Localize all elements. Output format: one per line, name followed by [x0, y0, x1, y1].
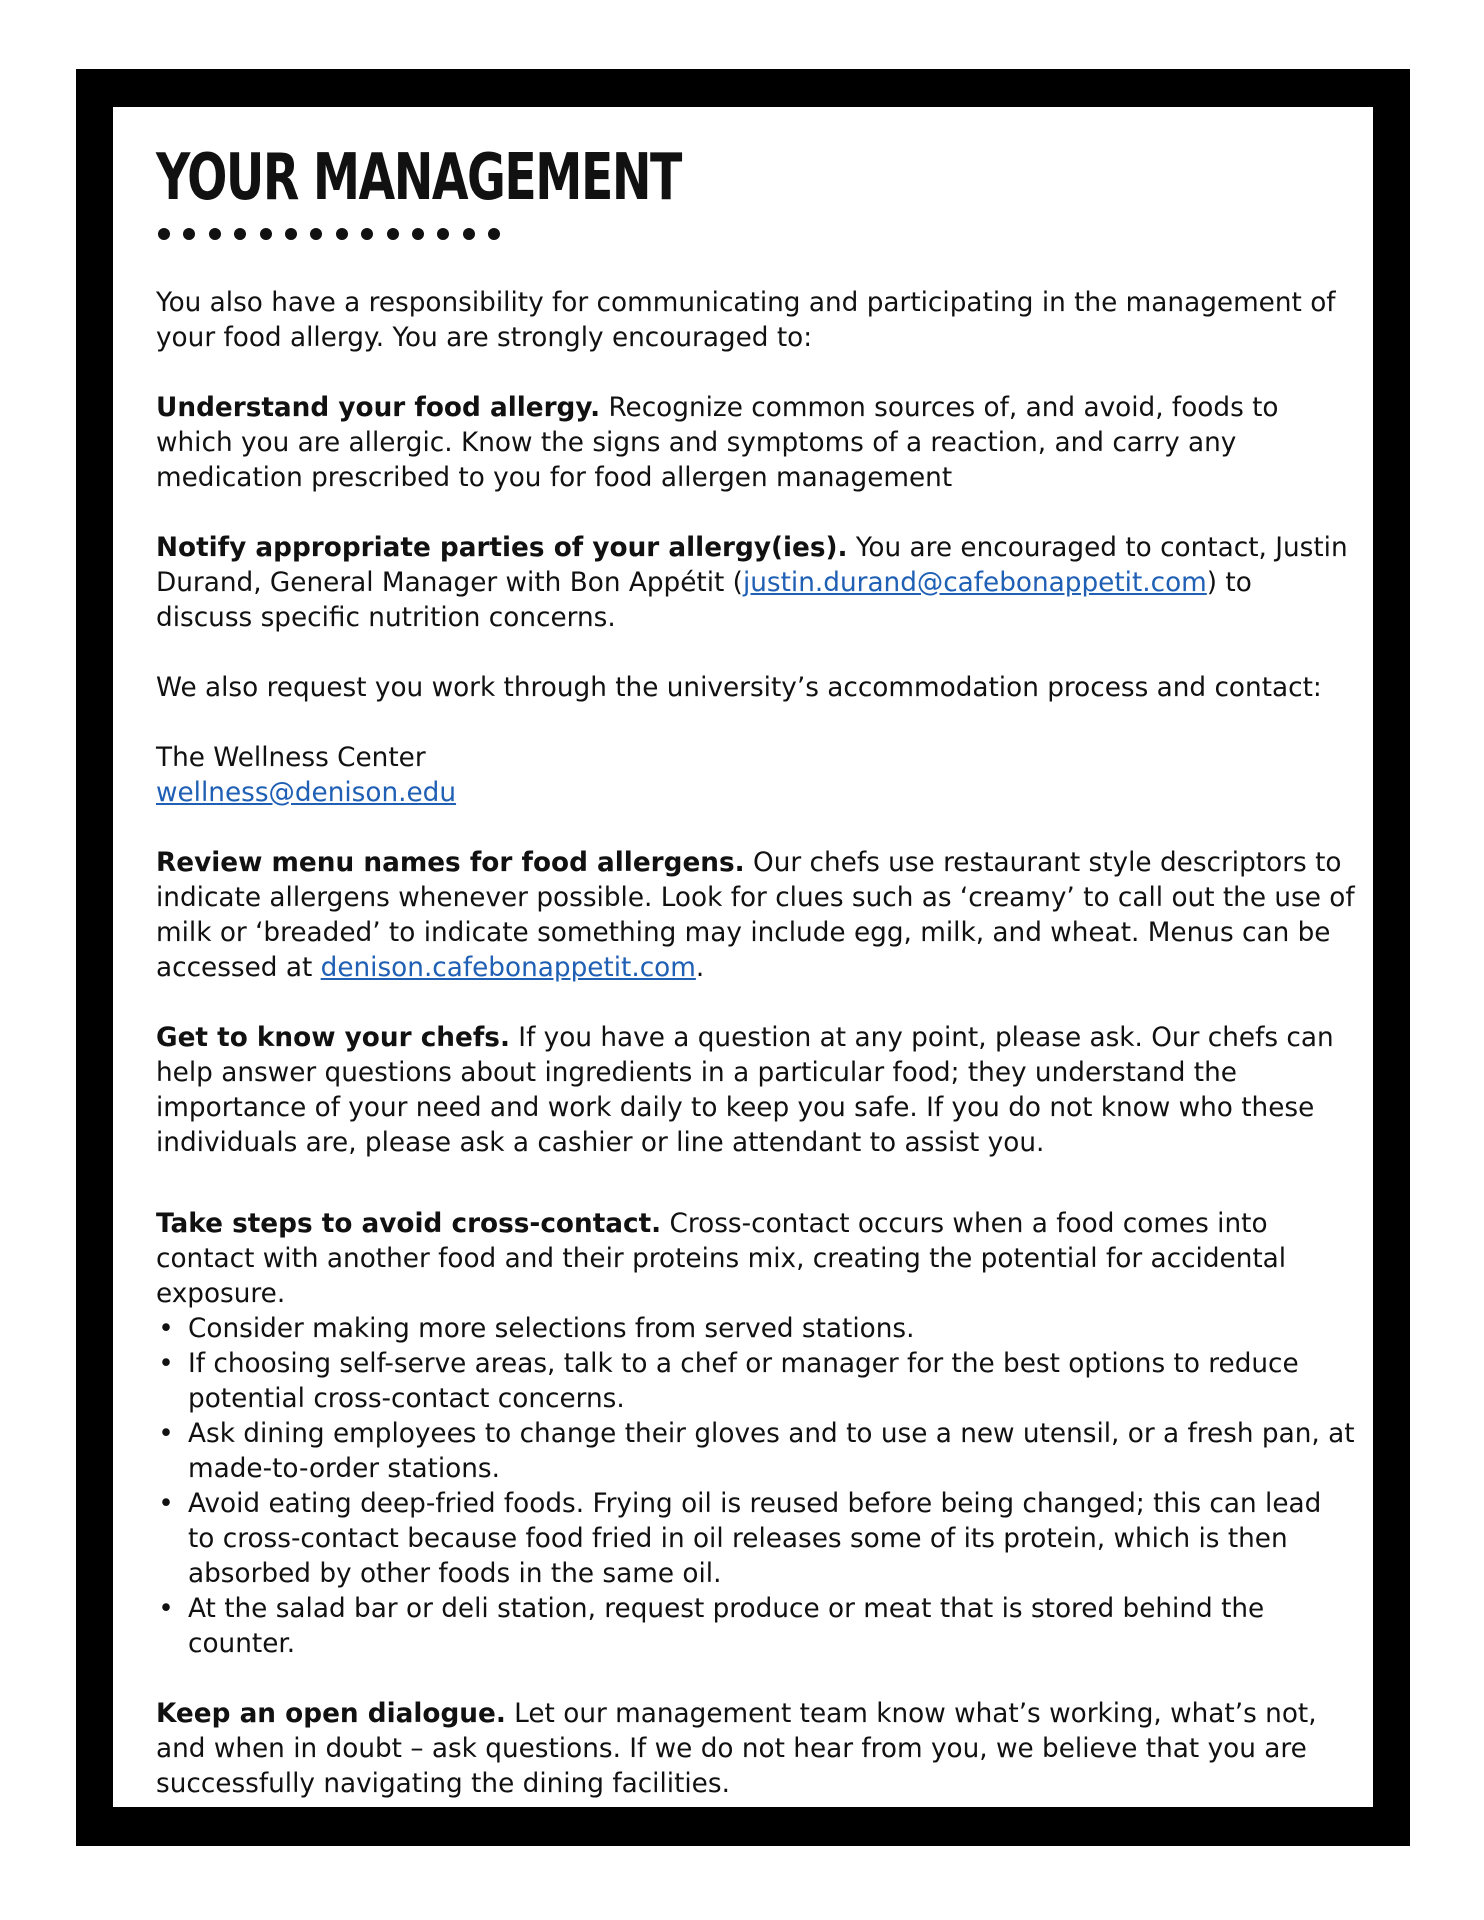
bullet-icon: •: [158, 1489, 174, 1519]
divider-dot: [234, 228, 246, 240]
cross-contact-text: Cross-contact occurs when a food comes into contact with another food and their proteins mix, creating the potential for accidental exposure.: [156, 1209, 1287, 1309]
review-title: Review menu names for food allergens.: [156, 848, 745, 878]
bullet-icon: •: [158, 1594, 174, 1624]
divider-dot: [463, 228, 475, 240]
notify-text-after: ) to discuss specific nutrition concerns.: [156, 568, 1252, 633]
wellness-email-link[interactable]: wellness@denison.edu: [156, 778, 457, 808]
wellness-name: The Wellness Center: [156, 743, 426, 773]
bullet-icon: •: [158, 1349, 174, 1379]
list-item-text: At the salad bar or deli station, request produce or meat that is stored behind the counter.: [188, 1594, 1265, 1659]
list-item: [156, 1347, 1356, 1417]
divider-dot: [158, 228, 170, 240]
review-end: .: [695, 953, 705, 983]
wellness-contact: [156, 776, 1356, 811]
divider-dot: [488, 228, 500, 240]
document-body: [156, 286, 1356, 1802]
notify-title: Notify appropriate parties of your allergy(ies).: [156, 533, 848, 563]
understand-paragraph: [156, 391, 1356, 496]
list-item-text: If choosing self-serve areas, talk to a chef or manager for the best options to reduce potential cross-contact concerns.: [188, 1349, 1299, 1414]
notify-paragraph: [156, 531, 1356, 636]
bullet-icon: •: [158, 1419, 174, 1449]
cross-contact-paragraph: [156, 1207, 1356, 1312]
list-item-text: Avoid eating deep-fried foods. Frying oil is reused before being changed; this can lead to cross-contact because food fried in oil releases some of its protein, which is then absorbed by other foods in the same oil.: [188, 1489, 1322, 1589]
bullet-icon: •: [158, 1314, 174, 1344]
divider-dot: [412, 228, 424, 240]
list-item-text: Consider making more selections from served stations.: [188, 1314, 915, 1344]
understand-text: Recognize common sources of, and avoid, foods to which you are allergic. Know the signs and symptoms of a reaction, and carry any medication prescribed to you for food allergen management: [156, 393, 1279, 493]
list-item: [156, 1592, 1356, 1662]
dialogue-paragraph: [156, 1697, 1356, 1802]
divider-dot: [285, 228, 297, 240]
dialogue-text: Let our management team know what’s working, what’s not, and when in doubt – ask questions. If we do not hear from you, we believe that you are successfully navigating the dining facilities.: [156, 1699, 1317, 1799]
cross-contact-list: [156, 1312, 1356, 1662]
divider-dot: [310, 228, 322, 240]
divider-dot: [209, 228, 221, 240]
understand-title: Understand your food allergy.: [156, 393, 601, 423]
review-paragraph: [156, 846, 1356, 986]
chefs-paragraph: [156, 1021, 1356, 1161]
review-text: Our chefs use restaurant style descriptors to indicate allergens whenever possible. Look for clues such as ‘creamy’ to call out the use of milk or ‘breaded’ to indicate something may include egg, milk, and wheat. Menus can be accessed at: [156, 848, 1355, 983]
divider-dot: [437, 228, 449, 240]
chefs-title: Get to know your chefs.: [156, 1023, 510, 1053]
dotted-divider: [158, 228, 500, 240]
list-item: [156, 1487, 1356, 1592]
divider-dot: [387, 228, 399, 240]
list-item: [156, 1312, 1356, 1347]
notify-text-before: You are encouraged to contact, Justin Durand, General Manager with Bon Appétit (: [156, 533, 1348, 598]
page-title: YOUR MANAGEMENT: [156, 141, 681, 215]
intro-paragraph: You also have a responsibility for communicating and participating in the management of your food allergy. You are strongly encouraged to:: [156, 288, 1336, 353]
list-item: [156, 1417, 1356, 1487]
divider-dot: [260, 228, 272, 240]
cross-contact-title: Take steps to avoid cross-contact.: [156, 1209, 662, 1239]
list-item-text: Ask dining employees to change their gloves and to use a new utensil, or a fresh pan, at made-to-order stations.: [188, 1419, 1355, 1484]
divider-dot: [183, 228, 195, 240]
manager-email-link[interactable]: justin.durand@cafebonappetit.com: [742, 568, 1207, 598]
divider-dot: [361, 228, 373, 240]
menu-website-link[interactable]: denison.cafebonappetit.com: [320, 953, 696, 983]
request-paragraph: We also request you work through the university’s accommodation process and contact:: [156, 673, 1322, 703]
dialogue-title: Keep an open dialogue.: [156, 1699, 506, 1729]
divider-dot: [336, 228, 348, 240]
chefs-text: If you have a question at any point, please ask. Our chefs can help answer questions about ingredients in a particular food; they understand the importance of your need and work daily to keep you safe. If you do not know who these individuals are, please ask a cashier or line attendant to assist you.: [156, 1023, 1334, 1158]
